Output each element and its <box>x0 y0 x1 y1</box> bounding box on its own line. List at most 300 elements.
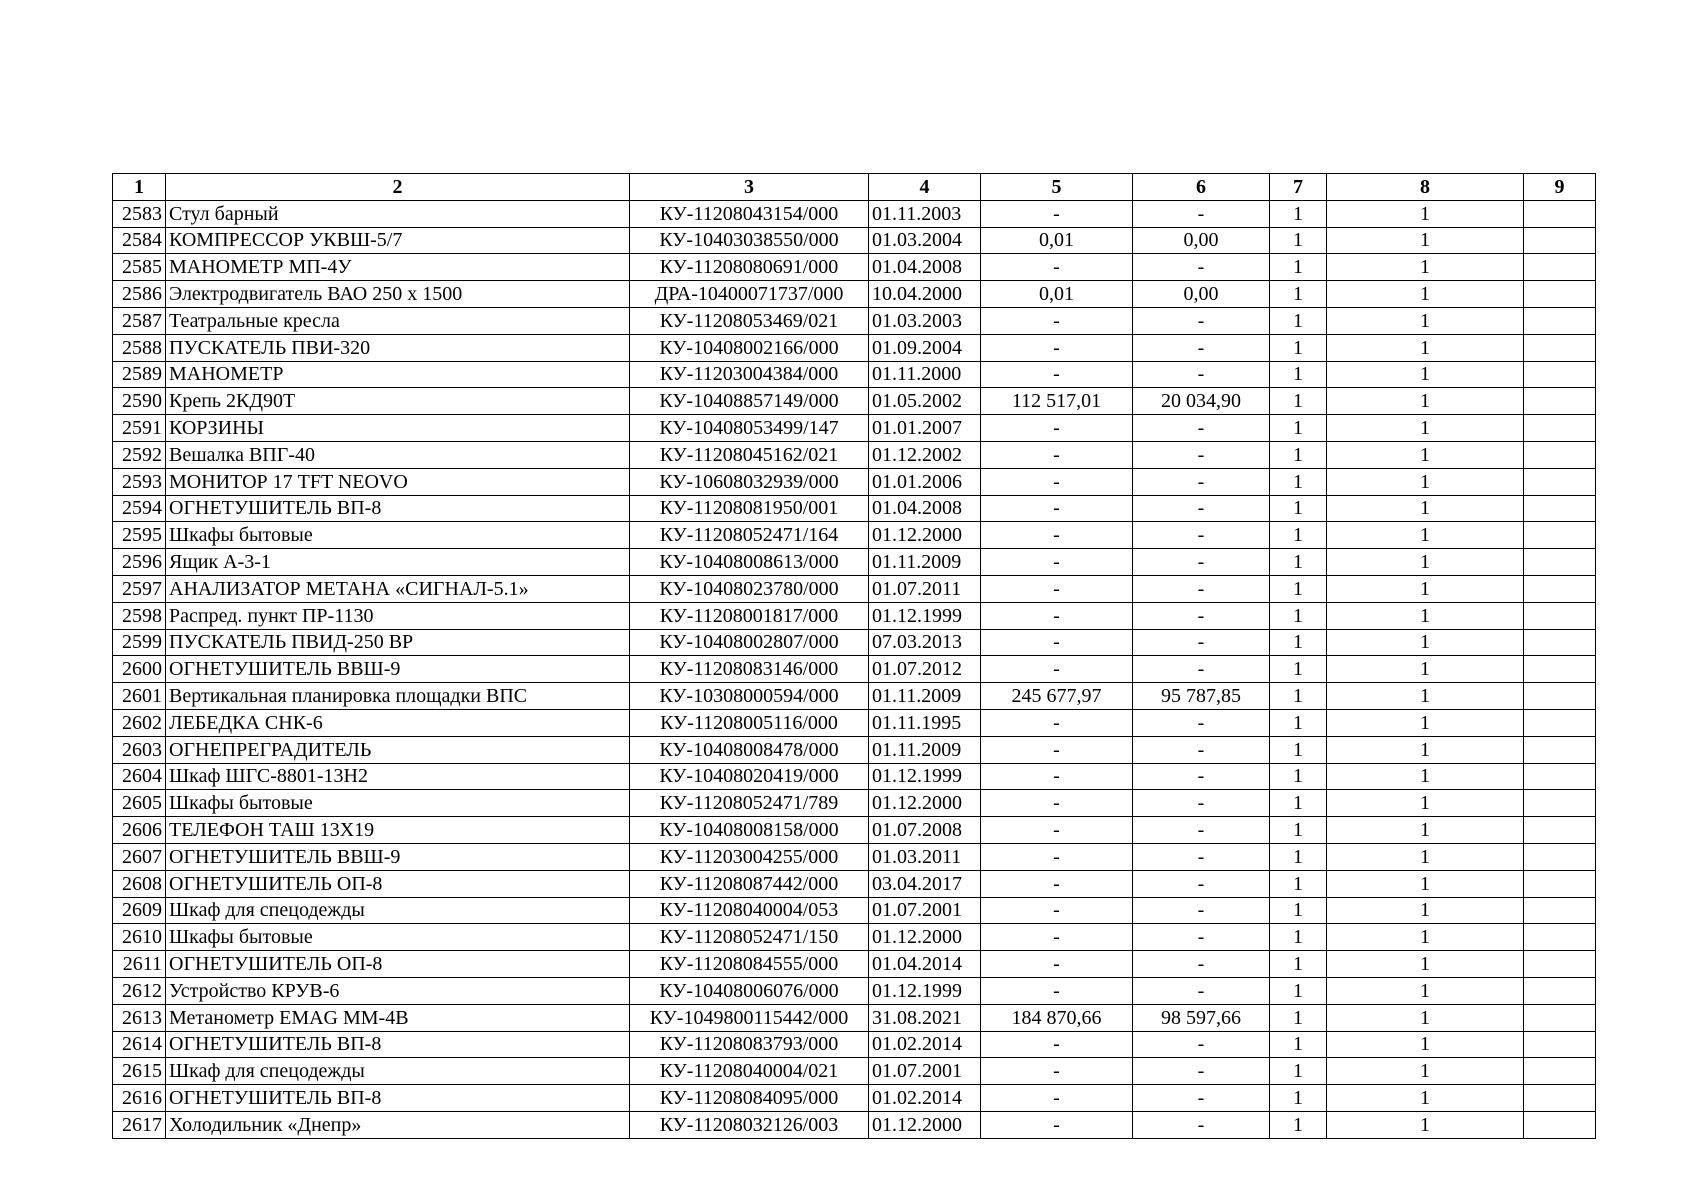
table-row <box>113 1085 1596 1112</box>
item-name-cell: Вертикальная планировка площадки ВПС <box>166 683 630 710</box>
value-7-cell: 1 <box>1270 709 1327 736</box>
value-8-cell: 1 <box>1327 683 1524 710</box>
date-cell: 01.04.2014 <box>869 951 981 978</box>
value-6-cell: - <box>1133 575 1270 602</box>
value-6-cell: - <box>1133 200 1270 227</box>
value-8-cell: 1 <box>1327 334 1524 361</box>
value-5-cell: - <box>981 763 1133 790</box>
table-header <box>113 174 1596 201</box>
value-6-cell: - <box>1133 709 1270 736</box>
table-row <box>113 281 1596 308</box>
inventory-code-cell: КУ-10408002807/000 <box>630 629 869 656</box>
value-8-cell: 1 <box>1327 924 1524 951</box>
value-9-cell <box>1524 1111 1596 1138</box>
table-row <box>113 522 1596 549</box>
item-name-cell: ПУСКАТЕЛЬ ПВИ-320 <box>166 334 630 361</box>
value-9-cell <box>1524 200 1596 227</box>
value-6-cell: - <box>1133 307 1270 334</box>
row-number-cell: 2602 <box>113 709 166 736</box>
value-8-cell: 1 <box>1327 1111 1524 1138</box>
value-6-cell: 95 787,85 <box>1133 683 1270 710</box>
inventory-code-cell: КУ-10408008478/000 <box>630 736 869 763</box>
value-9-cell <box>1524 549 1596 576</box>
value-5-cell: 112 517,01 <box>981 388 1133 415</box>
value-9-cell <box>1524 254 1596 281</box>
value-8-cell: 1 <box>1327 495 1524 522</box>
date-cell: 10.04.2000 <box>869 281 981 308</box>
date-cell: 01.04.2008 <box>869 495 981 522</box>
row-number-cell: 2589 <box>113 361 166 388</box>
table-row <box>113 1111 1596 1138</box>
value-9-cell <box>1524 656 1596 683</box>
value-8-cell: 1 <box>1327 575 1524 602</box>
value-6-cell: - <box>1133 870 1270 897</box>
value-9-cell <box>1524 1031 1596 1058</box>
table-row <box>113 817 1596 844</box>
value-9-cell <box>1524 977 1596 1004</box>
item-name-cell: ОГНЕТУШИТЕЛЬ ОП-8 <box>166 951 630 978</box>
value-6-cell: - <box>1133 736 1270 763</box>
value-6-cell: 0,00 <box>1133 227 1270 254</box>
value-8-cell: 1 <box>1327 415 1524 442</box>
value-7-cell: 1 <box>1270 924 1327 951</box>
value-9-cell <box>1524 817 1596 844</box>
inventory-code-cell: КУ-11208045162/021 <box>630 441 869 468</box>
value-6-cell: - <box>1133 468 1270 495</box>
table-body <box>113 200 1596 1138</box>
table-row <box>113 227 1596 254</box>
row-number-cell: 2583 <box>113 200 166 227</box>
value-8-cell: 1 <box>1327 227 1524 254</box>
value-6-cell: - <box>1133 790 1270 817</box>
value-7-cell: 1 <box>1270 870 1327 897</box>
value-7-cell: 1 <box>1270 736 1327 763</box>
value-6-cell: - <box>1133 602 1270 629</box>
item-name-cell: ОГНЕТУШИТЕЛЬ ВП-8 <box>166 1031 630 1058</box>
row-number-cell: 2584 <box>113 227 166 254</box>
item-name-cell: Шкаф для спецодежды <box>166 1058 630 1085</box>
item-name-cell: Шкаф ШГС-8801-13Н2 <box>166 763 630 790</box>
value-5-cell: - <box>981 629 1133 656</box>
value-6-cell: - <box>1133 629 1270 656</box>
value-5-cell: - <box>981 709 1133 736</box>
row-number-cell: 2612 <box>113 977 166 1004</box>
value-7-cell: 1 <box>1270 1004 1327 1031</box>
inventory-code-cell: КУ-11208084555/000 <box>630 951 869 978</box>
value-6-cell: - <box>1133 549 1270 576</box>
row-number-cell: 2590 <box>113 388 166 415</box>
date-cell: 01.07.2001 <box>869 897 981 924</box>
date-cell: 01.12.2002 <box>869 441 981 468</box>
row-number-cell: 2594 <box>113 495 166 522</box>
row-number-cell: 2588 <box>113 334 166 361</box>
value-9-cell <box>1524 1058 1596 1085</box>
value-9-cell <box>1524 281 1596 308</box>
item-name-cell: АНАЛИЗАТОР МЕТАНА «СИГНАЛ-5.1» <box>166 575 630 602</box>
date-cell: 01.12.1999 <box>869 602 981 629</box>
value-8-cell: 1 <box>1327 200 1524 227</box>
item-name-cell: Шкафы бытовые <box>166 924 630 951</box>
inventory-code-cell: КУ-10408857149/000 <box>630 388 869 415</box>
value-9-cell <box>1524 468 1596 495</box>
value-6-cell: - <box>1133 495 1270 522</box>
header-col-1: 1 <box>113 174 166 201</box>
table-row <box>113 441 1596 468</box>
row-number-cell: 2608 <box>113 870 166 897</box>
inventory-code-cell: КУ-10408023780/000 <box>630 575 869 602</box>
inventory-table <box>112 173 1596 1139</box>
inventory-code-cell: КУ-11208043154/000 <box>630 200 869 227</box>
value-6-cell: - <box>1133 843 1270 870</box>
item-name-cell: Электродвигатель ВАО 250 х 1500 <box>166 281 630 308</box>
value-5-cell: - <box>981 897 1133 924</box>
date-cell: 01.02.2014 <box>869 1031 981 1058</box>
row-number-cell: 2616 <box>113 1085 166 1112</box>
value-7-cell: 1 <box>1270 334 1327 361</box>
value-9-cell <box>1524 629 1596 656</box>
value-5-cell: - <box>981 334 1133 361</box>
value-5-cell: - <box>981 415 1133 442</box>
value-9-cell <box>1524 334 1596 361</box>
inventory-code-cell: КУ-10408008158/000 <box>630 817 869 844</box>
value-8-cell: 1 <box>1327 790 1524 817</box>
value-6-cell: - <box>1133 951 1270 978</box>
row-number-cell: 2609 <box>113 897 166 924</box>
value-8-cell: 1 <box>1327 307 1524 334</box>
value-8-cell: 1 <box>1327 361 1524 388</box>
value-6-cell: - <box>1133 1111 1270 1138</box>
value-5-cell: - <box>981 1031 1133 1058</box>
date-cell: 01.01.2007 <box>869 415 981 442</box>
table-row <box>113 602 1596 629</box>
row-number-cell: 2591 <box>113 415 166 442</box>
date-cell: 01.11.2009 <box>869 736 981 763</box>
table-row <box>113 1004 1596 1031</box>
value-7-cell: 1 <box>1270 629 1327 656</box>
item-name-cell: Крепь 2КД90Т <box>166 388 630 415</box>
date-cell: 01.12.2000 <box>869 790 981 817</box>
value-6-cell: - <box>1133 1085 1270 1112</box>
row-number-cell: 2585 <box>113 254 166 281</box>
table-row <box>113 254 1596 281</box>
inventory-code-cell: КУ-11208032126/003 <box>630 1111 869 1138</box>
item-name-cell: Распред. пункт ПР-1130 <box>166 602 630 629</box>
inventory-code-cell: КУ-11208084095/000 <box>630 1085 869 1112</box>
item-name-cell: КОМПРЕССОР УКВШ-5/7 <box>166 227 630 254</box>
value-9-cell <box>1524 924 1596 951</box>
inventory-code-cell: КУ-11208001817/000 <box>630 602 869 629</box>
value-5-cell: - <box>981 254 1133 281</box>
value-7-cell: 1 <box>1270 575 1327 602</box>
inventory-code-cell: ДРА-10400071737/000 <box>630 281 869 308</box>
date-cell: 31.08.2021 <box>869 1004 981 1031</box>
item-name-cell: ОГНЕТУШИТЕЛЬ ОП-8 <box>166 870 630 897</box>
date-cell: 01.11.2009 <box>869 549 981 576</box>
inventory-code-cell: КУ-10408053499/147 <box>630 415 869 442</box>
value-6-cell: 98 597,66 <box>1133 1004 1270 1031</box>
date-cell: 01.11.2009 <box>869 683 981 710</box>
value-5-cell: - <box>981 575 1133 602</box>
header-col-7: 7 <box>1270 174 1327 201</box>
row-number-cell: 2614 <box>113 1031 166 1058</box>
value-9-cell <box>1524 575 1596 602</box>
inventory-code-cell: КУ-11208087442/000 <box>630 870 869 897</box>
row-number-cell: 2592 <box>113 441 166 468</box>
date-cell: 01.02.2014 <box>869 1085 981 1112</box>
value-9-cell <box>1524 870 1596 897</box>
date-cell: 01.07.2011 <box>869 575 981 602</box>
value-8-cell: 1 <box>1327 441 1524 468</box>
inventory-code-cell: КУ-10408020419/000 <box>630 763 869 790</box>
item-name-cell: ОГНЕТУШИТЕЛЬ ВП-8 <box>166 495 630 522</box>
table-row <box>113 307 1596 334</box>
item-name-cell: ОГНЕПРЕГРАДИТЕЛЬ <box>166 736 630 763</box>
item-name-cell: МАНОМЕТР МП-4У <box>166 254 630 281</box>
inventory-code-cell: КУ-11208052471/789 <box>630 790 869 817</box>
item-name-cell: ПУСКАТЕЛЬ ПВИД-250 ВР <box>166 629 630 656</box>
inventory-code-cell: КУ-11208040004/053 <box>630 897 869 924</box>
date-cell: 01.12.1999 <box>869 763 981 790</box>
value-5-cell: 245 677,97 <box>981 683 1133 710</box>
value-8-cell: 1 <box>1327 843 1524 870</box>
inventory-code-cell: КУ-11208052471/164 <box>630 522 869 549</box>
inventory-code-cell: КУ-10608032939/000 <box>630 468 869 495</box>
value-7-cell: 1 <box>1270 495 1327 522</box>
value-7-cell: 1 <box>1270 843 1327 870</box>
value-8-cell: 1 <box>1327 602 1524 629</box>
item-name-cell: Холодильник «Днепр» <box>166 1111 630 1138</box>
date-cell: 01.11.2003 <box>869 200 981 227</box>
table-row <box>113 763 1596 790</box>
date-cell: 01.03.2011 <box>869 843 981 870</box>
value-9-cell <box>1524 951 1596 978</box>
table-row <box>113 1031 1596 1058</box>
value-9-cell <box>1524 602 1596 629</box>
value-9-cell <box>1524 522 1596 549</box>
date-cell: 01.11.2000 <box>869 361 981 388</box>
value-6-cell: - <box>1133 656 1270 683</box>
table-row <box>113 897 1596 924</box>
value-5-cell: - <box>981 602 1133 629</box>
date-cell: 01.12.2000 <box>869 522 981 549</box>
date-cell: 07.03.2013 <box>869 629 981 656</box>
value-8-cell: 1 <box>1327 281 1524 308</box>
value-7-cell: 1 <box>1270 790 1327 817</box>
value-7-cell: 1 <box>1270 441 1327 468</box>
inventory-code-cell: КУ-11208081950/001 <box>630 495 869 522</box>
item-name-cell: КОРЗИНЫ <box>166 415 630 442</box>
date-cell: 01.07.2001 <box>869 1058 981 1085</box>
row-number-cell: 2600 <box>113 656 166 683</box>
table-row <box>113 388 1596 415</box>
value-8-cell: 1 <box>1327 1004 1524 1031</box>
value-5-cell: - <box>981 843 1133 870</box>
date-cell: 01.12.2000 <box>869 1111 981 1138</box>
table-row <box>113 683 1596 710</box>
table-row <box>113 843 1596 870</box>
inventory-code-cell: КУ-10403038550/000 <box>630 227 869 254</box>
item-name-cell: Вешалка ВПГ-40 <box>166 441 630 468</box>
value-5-cell: - <box>981 495 1133 522</box>
item-name-cell: ОГНЕТУШИТЕЛЬ ВВШ-9 <box>166 843 630 870</box>
value-8-cell: 1 <box>1327 254 1524 281</box>
row-number-cell: 2617 <box>113 1111 166 1138</box>
row-number-cell: 2605 <box>113 790 166 817</box>
inventory-code-cell: КУ-11208080691/000 <box>630 254 869 281</box>
value-6-cell: - <box>1133 361 1270 388</box>
value-7-cell: 1 <box>1270 1111 1327 1138</box>
value-6-cell: - <box>1133 415 1270 442</box>
value-5-cell: 184 870,66 <box>981 1004 1133 1031</box>
header-row <box>113 174 1596 201</box>
row-number-cell: 2601 <box>113 683 166 710</box>
date-cell: 01.03.2003 <box>869 307 981 334</box>
value-5-cell: - <box>981 951 1133 978</box>
value-9-cell <box>1524 441 1596 468</box>
item-name-cell: Стул барный <box>166 200 630 227</box>
date-cell: 01.07.2008 <box>869 817 981 844</box>
row-number-cell: 2604 <box>113 763 166 790</box>
inventory-code-cell: КУ-10308000594/000 <box>630 683 869 710</box>
value-8-cell: 1 <box>1327 951 1524 978</box>
date-cell: 01.04.2008 <box>869 254 981 281</box>
inventory-code-cell: КУ-11208052471/150 <box>630 924 869 951</box>
item-name-cell: Шкаф для спецодежды <box>166 897 630 924</box>
row-number-cell: 2587 <box>113 307 166 334</box>
row-number-cell: 2586 <box>113 281 166 308</box>
value-7-cell: 1 <box>1270 200 1327 227</box>
inventory-code-cell: КУ-11208005116/000 <box>630 709 869 736</box>
value-7-cell: 1 <box>1270 388 1327 415</box>
table-row <box>113 468 1596 495</box>
inventory-code-cell: КУ-10408002166/000 <box>630 334 869 361</box>
value-9-cell <box>1524 1085 1596 1112</box>
item-name-cell: Шкафы бытовые <box>166 522 630 549</box>
value-7-cell: 1 <box>1270 468 1327 495</box>
row-number-cell: 2598 <box>113 602 166 629</box>
row-number-cell: 2607 <box>113 843 166 870</box>
value-5-cell: - <box>981 200 1133 227</box>
date-cell: 01.12.2000 <box>869 924 981 951</box>
value-8-cell: 1 <box>1327 1085 1524 1112</box>
value-7-cell: 1 <box>1270 307 1327 334</box>
value-5-cell: - <box>981 1111 1133 1138</box>
value-7-cell: 1 <box>1270 522 1327 549</box>
value-8-cell: 1 <box>1327 817 1524 844</box>
value-5-cell: - <box>981 441 1133 468</box>
value-8-cell: 1 <box>1327 763 1524 790</box>
table-row <box>113 495 1596 522</box>
row-number-cell: 2606 <box>113 817 166 844</box>
value-7-cell: 1 <box>1270 897 1327 924</box>
table-row <box>113 790 1596 817</box>
value-6-cell: 0,00 <box>1133 281 1270 308</box>
value-7-cell: 1 <box>1270 1085 1327 1112</box>
header-col-4: 4 <box>869 174 981 201</box>
value-8-cell: 1 <box>1327 897 1524 924</box>
item-name-cell: Ящик А-3-1 <box>166 549 630 576</box>
table-row <box>113 951 1596 978</box>
value-7-cell: 1 <box>1270 656 1327 683</box>
table-row <box>113 977 1596 1004</box>
value-6-cell: - <box>1133 924 1270 951</box>
value-7-cell: 1 <box>1270 415 1327 442</box>
value-9-cell <box>1524 1004 1596 1031</box>
table-row <box>113 924 1596 951</box>
header-col-8: 8 <box>1327 174 1524 201</box>
value-5-cell: - <box>981 656 1133 683</box>
value-6-cell: - <box>1133 897 1270 924</box>
value-7-cell: 1 <box>1270 951 1327 978</box>
date-cell: 01.05.2002 <box>869 388 981 415</box>
date-cell: 01.03.2004 <box>869 227 981 254</box>
value-5-cell: - <box>981 736 1133 763</box>
value-9-cell <box>1524 736 1596 763</box>
inventory-code-cell: КУ-10408006076/000 <box>630 977 869 1004</box>
row-number-cell: 2595 <box>113 522 166 549</box>
value-6-cell: - <box>1133 763 1270 790</box>
value-8-cell: 1 <box>1327 468 1524 495</box>
date-cell: 03.04.2017 <box>869 870 981 897</box>
value-8-cell: 1 <box>1327 522 1524 549</box>
date-cell: 01.09.2004 <box>869 334 981 361</box>
value-8-cell: 1 <box>1327 1031 1524 1058</box>
value-9-cell <box>1524 361 1596 388</box>
value-5-cell: - <box>981 924 1133 951</box>
value-6-cell: - <box>1133 334 1270 361</box>
value-5-cell: - <box>981 468 1133 495</box>
value-7-cell: 1 <box>1270 602 1327 629</box>
value-9-cell <box>1524 763 1596 790</box>
value-6-cell: 20 034,90 <box>1133 388 1270 415</box>
value-8-cell: 1 <box>1327 656 1524 683</box>
value-6-cell: - <box>1133 1058 1270 1085</box>
item-name-cell: ОГНЕТУШИТЕЛЬ ВВШ-9 <box>166 656 630 683</box>
row-number-cell: 2603 <box>113 736 166 763</box>
table-row <box>113 870 1596 897</box>
value-8-cell: 1 <box>1327 1058 1524 1085</box>
value-6-cell: - <box>1133 441 1270 468</box>
row-number-cell: 2599 <box>113 629 166 656</box>
value-7-cell: 1 <box>1270 683 1327 710</box>
value-5-cell: - <box>981 977 1133 1004</box>
item-name-cell: ЛЕБЕДКА СНК-6 <box>166 709 630 736</box>
inventory-code-cell: КУ-11203004255/000 <box>630 843 869 870</box>
header-col-9: 9 <box>1524 174 1596 201</box>
inventory-code-cell: КУ-11208040004/021 <box>630 1058 869 1085</box>
item-name-cell: МОНИТОР 17 TFT NEOVO <box>166 468 630 495</box>
value-8-cell: 1 <box>1327 736 1524 763</box>
value-5-cell: - <box>981 307 1133 334</box>
value-7-cell: 1 <box>1270 361 1327 388</box>
date-cell: 01.12.1999 <box>869 977 981 1004</box>
item-name-cell: Шкафы бытовые <box>166 790 630 817</box>
value-9-cell <box>1524 495 1596 522</box>
value-5-cell: - <box>981 1085 1133 1112</box>
table-row <box>113 549 1596 576</box>
value-7-cell: 1 <box>1270 763 1327 790</box>
value-8-cell: 1 <box>1327 977 1524 1004</box>
value-7-cell: 1 <box>1270 281 1327 308</box>
value-8-cell: 1 <box>1327 629 1524 656</box>
value-9-cell <box>1524 683 1596 710</box>
row-number-cell: 2596 <box>113 549 166 576</box>
row-number-cell: 2613 <box>113 1004 166 1031</box>
value-6-cell: - <box>1133 817 1270 844</box>
value-8-cell: 1 <box>1327 709 1524 736</box>
item-name-cell: МАНОМЕТР <box>166 361 630 388</box>
value-6-cell: - <box>1133 977 1270 1004</box>
